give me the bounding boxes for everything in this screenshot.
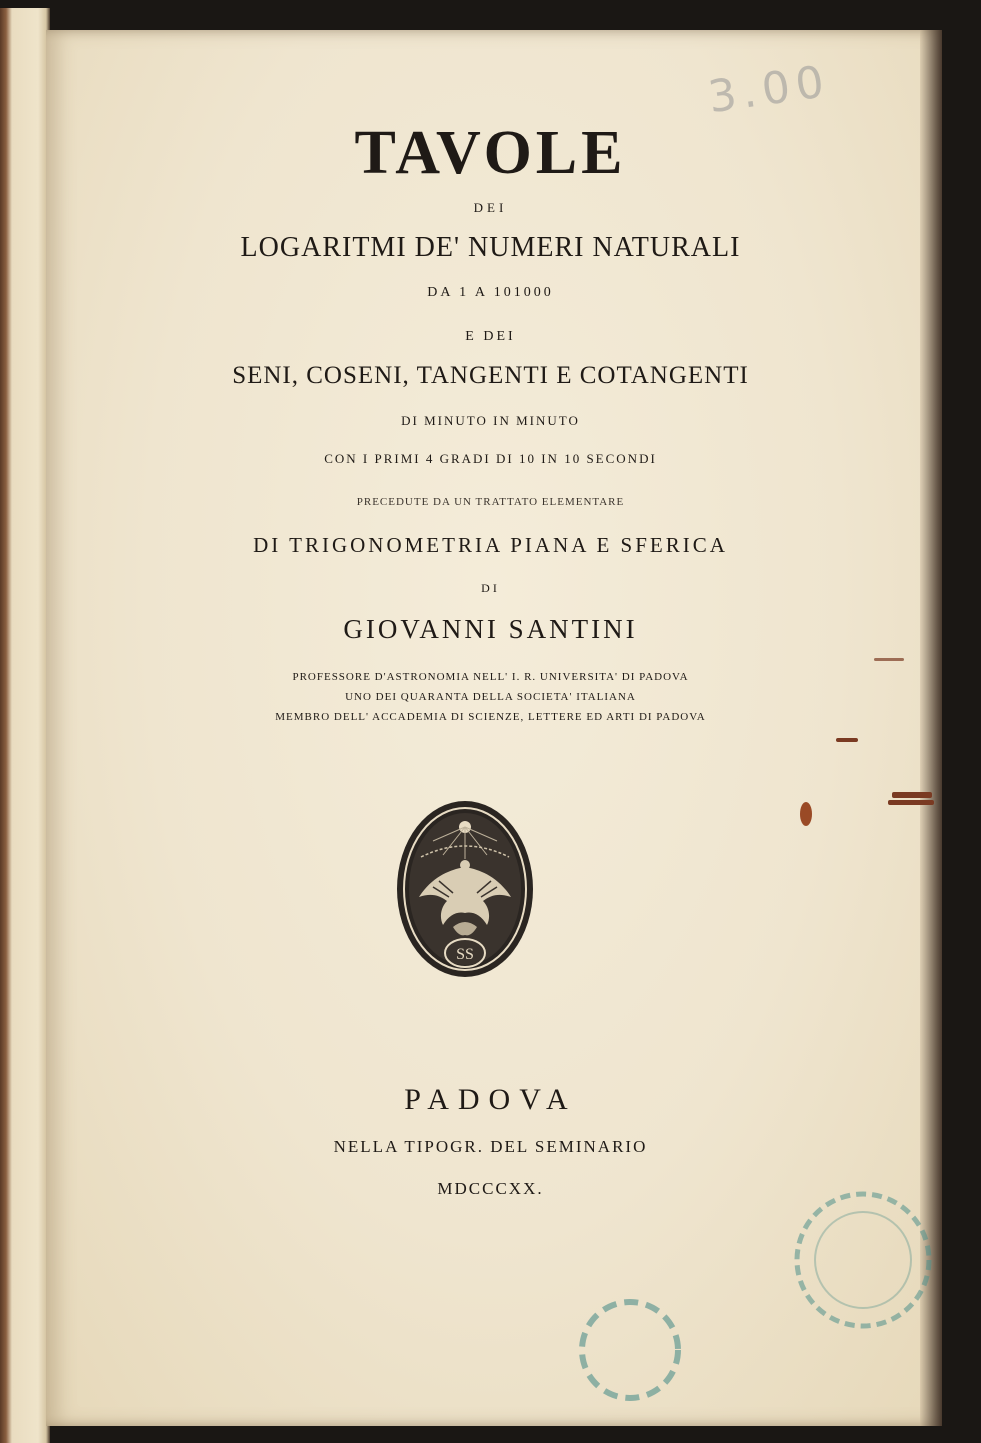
rust-spot [874,658,904,661]
author-affiliation: PROFESSORE D'ASTRONOMIA NELL' I. R. UNIVERSITA' DI PADOVA [292,671,689,683]
library-stamp-partial-icon [570,1290,690,1410]
subtitle-treatise: DI TRIGONOMETRIA PIANA E SFERICA [253,533,728,557]
interval-minutes: DI MINUTO IN MINUTO [401,413,580,428]
title-connector-dei: DEI [473,200,508,215]
book-cover-edge [0,8,50,1443]
emblem-monogram: SS [456,946,474,963]
imprint-year: MDCCCXX. [437,1179,544,1198]
title-connector-e-dei: E DEI [465,329,516,344]
library-stamp-icon [768,1180,938,1350]
imprint-place: PADOVA [404,1083,577,1116]
author-affiliation: UNO DEI QUARANTA DELLA SOCIETA' ITALIANA [345,691,636,703]
rust-spot [800,802,812,826]
author-affiliation: MEMBRO DELL' ACCADEMIA DI SCIENZE, LETTERE ED ARTI DI PADOVA [275,711,706,723]
number-range: DA 1 A 101000 [427,285,554,300]
subtitle-trigonometric-functions: SENI, COSENI, TANGENTI E COTANGENTI [232,362,749,389]
rust-spot [836,738,858,742]
printer-device-emblem [393,797,537,981]
preceded-by: PRECEDUTE DA UN TRATTATO ELEMENTARE [356,496,625,508]
author-name: GIOVANNI SANTINI [343,614,638,644]
page-title: TAVOLE [354,119,627,187]
imprint-printer: NELLA TIPOGR. DEL SEMINARIO [333,1137,648,1156]
pencil-price-note: 3.00 [705,55,833,124]
rust-spot [892,792,932,798]
interval-seconds: CON I PRIMI 4 GRADI DI 10 IN 10 SECONDI [324,451,657,466]
rust-spot [888,800,934,805]
author-connector: DI [481,581,500,595]
subtitle-logarithms: LOGARITMI DE' NUMERI NATURALI [240,232,741,263]
